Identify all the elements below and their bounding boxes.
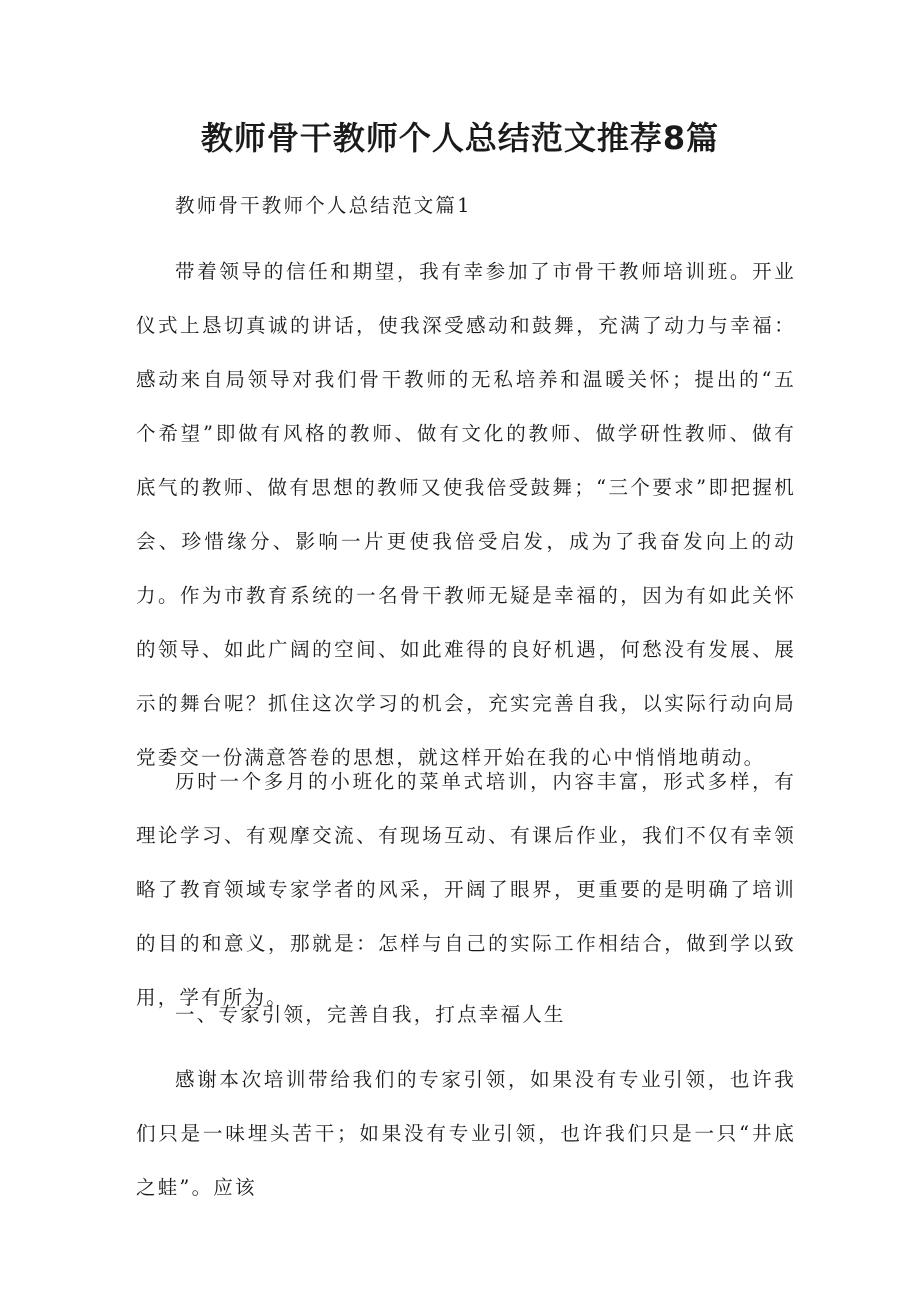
section-paragraph: 感谢本次培训带给我们的专家引领，如果没有专业引领，也许我们只是一味埋头苦干；如果没有专业引领，也许我们只是一只“井底之蛙”。应该 — [136, 1068, 796, 1199]
article-subtitle: 教师骨干教师个人总结范文篇1 — [175, 194, 472, 217]
section-heading: 一、专家引领，完善自我，打点幸福人生 — [175, 1003, 566, 1026]
document-title: 教师骨干教师个人总结范文推荐8篇 — [200, 119, 720, 157]
body-paragraph-1: 带着领导的信任和期望，我有幸参加了市骨干教师培训班。开业仪式上恳切真诚的讲话，使我深受感动和鼓舞，充满了动力与幸福：感动来自局领导对我们骨干教师的无私培养和温暖关怀；提出的“五个希望”即做有风格的教师、做有文化的教师、做学研性教师、做有底气的教师、做有思想的教师又使我倍受鼓舞；“三个要求”即把握机会、珍惜缘分、影响一片更使我倍受启发，成为了我奋发向上的动力。作为市教育系统的一名骨干教师无疑是幸福的，因为有如此关怀的领导、如此广阔的空间、如此难得的良好机遇，何愁没有发展、展示的舞台呢？抓住这次学习的机会，充实完善自我，以实际行动向局党委交一份满意答卷的思想，就这样开始在我的心中悄悄地萌动。 — [136, 260, 796, 769]
body-paragraph-2: 历时一个多月的小班化的菜单式培训，内容丰富，形式多样，有理论学习、有观摩交流、有现场互动、有课后作业，我们不仅有幸领略了教育领域专家学者的风采，开阔了眼界，更重要的是明确了培训的目的和意义，那就是：怎样与自己的实际工作相结合，做到学以致用，学有所为。 — [136, 770, 796, 1009]
